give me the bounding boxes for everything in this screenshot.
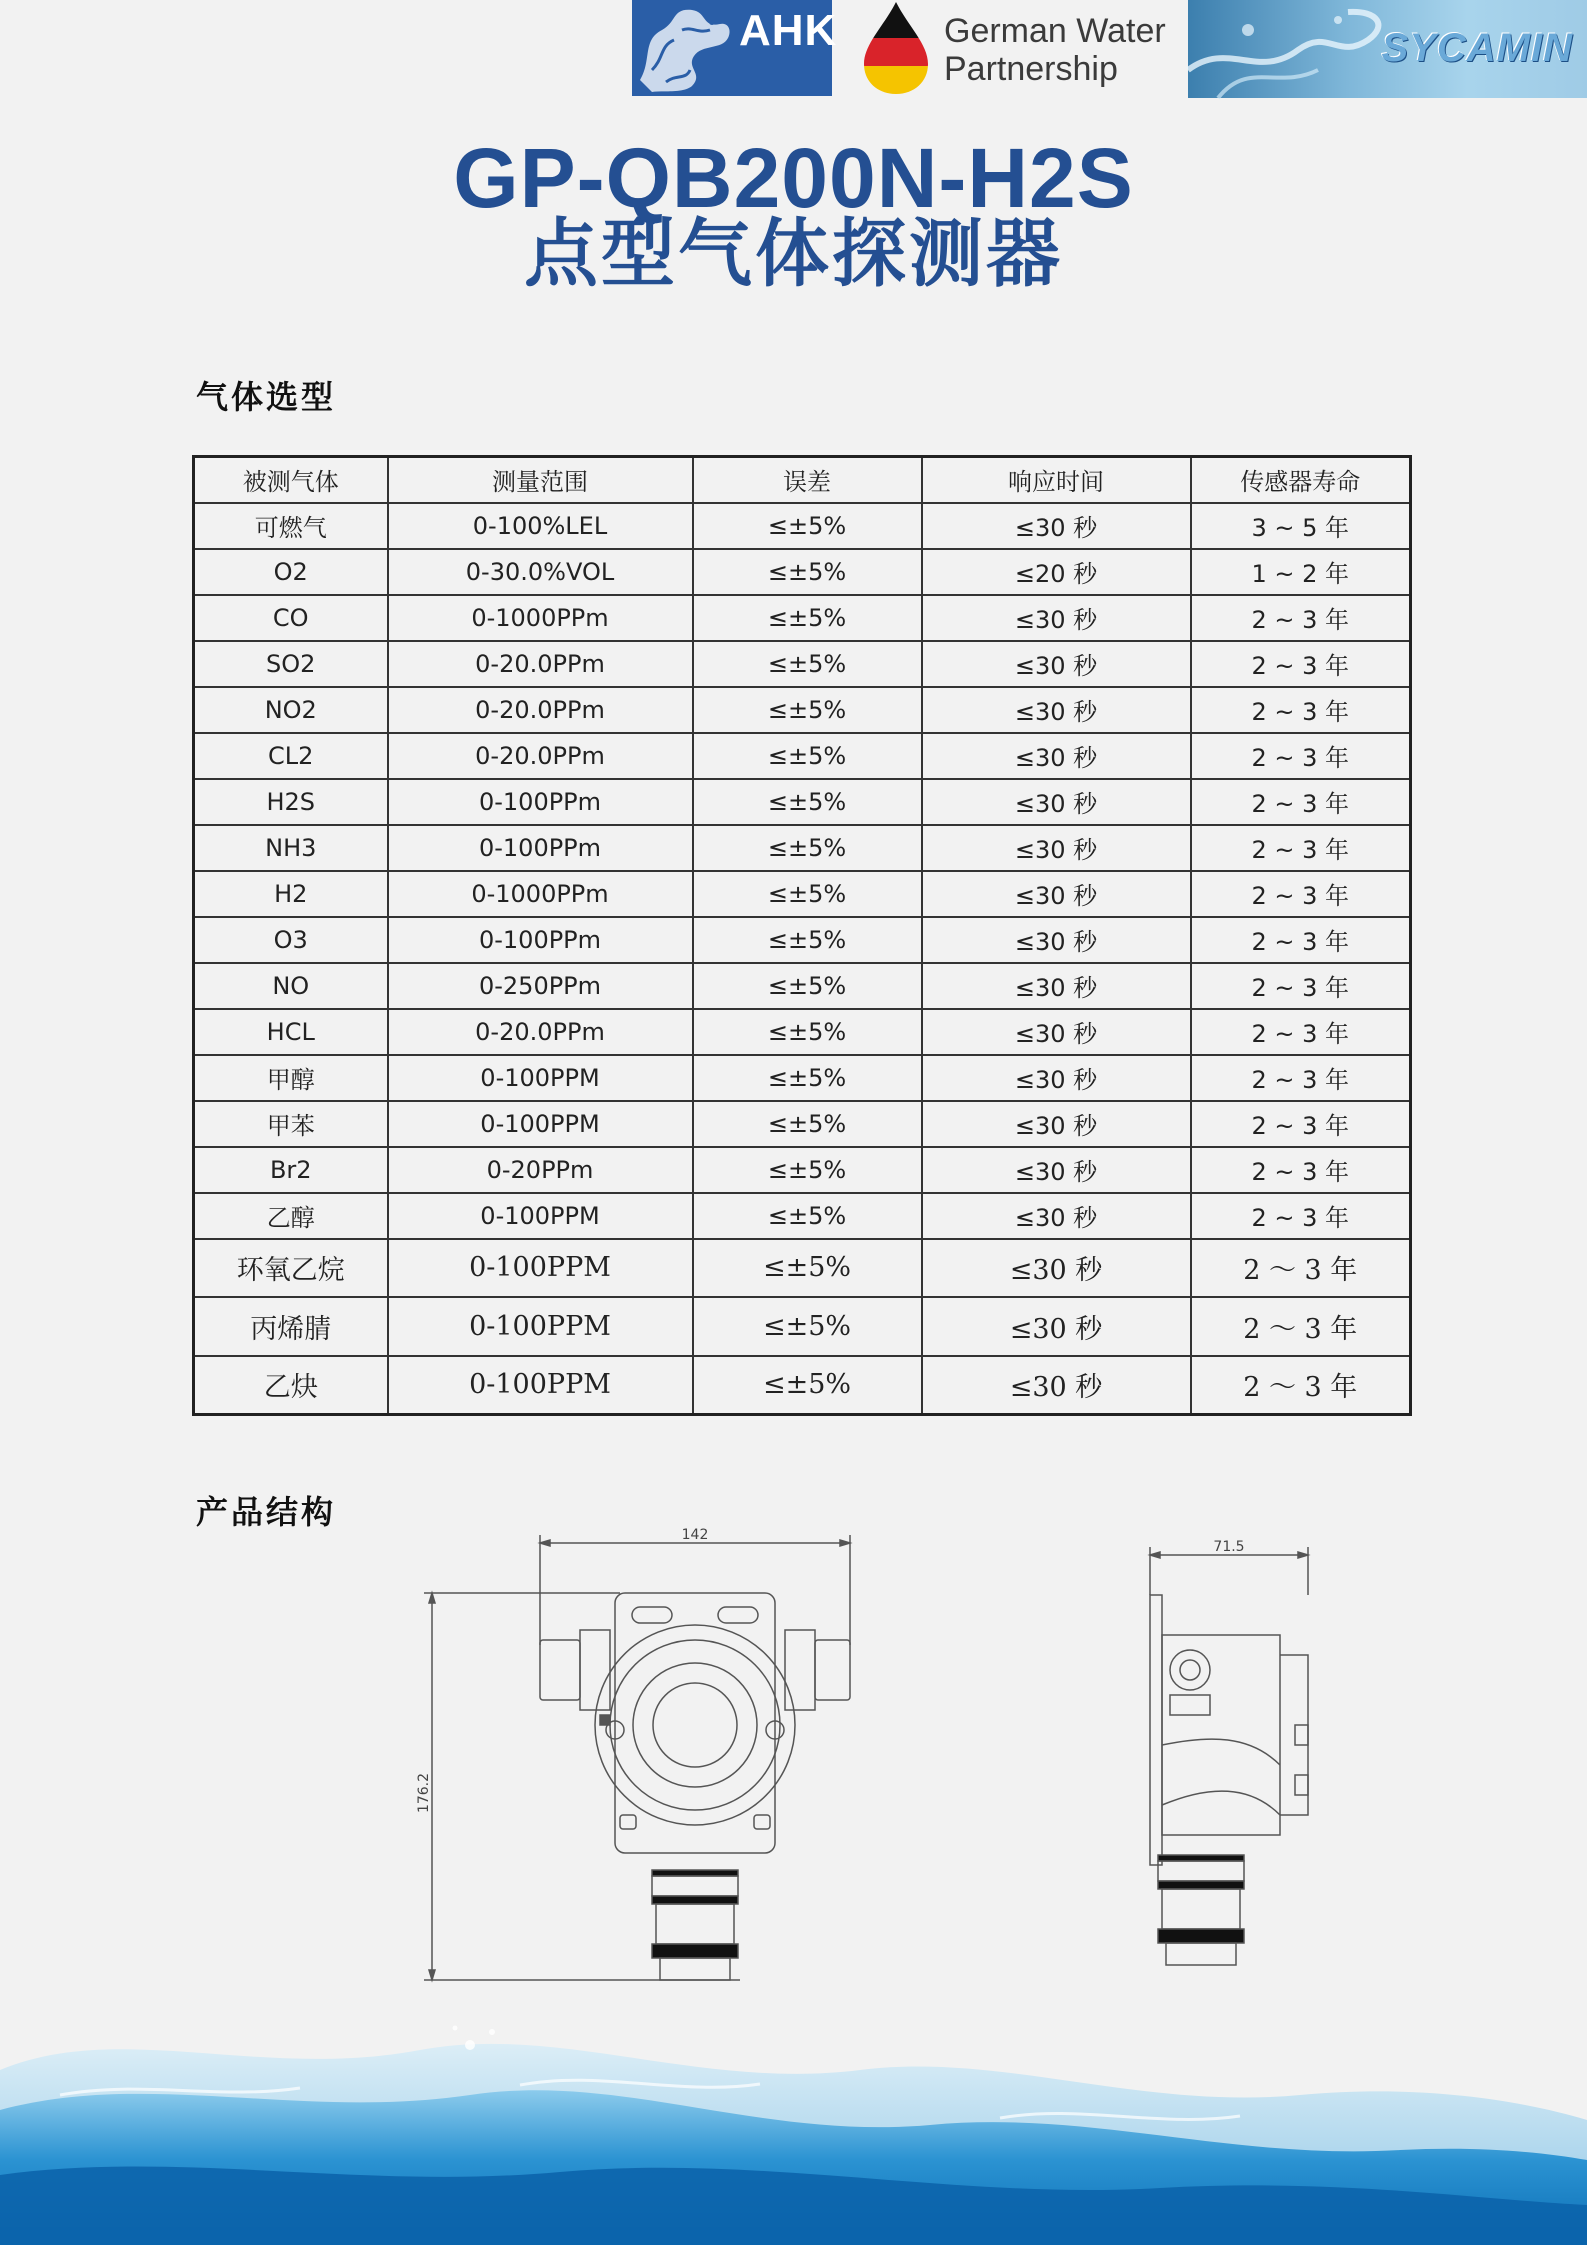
cell-response: ≤30 秒 (922, 917, 1191, 963)
dragon-icon (632, 0, 737, 96)
gwp-logo-text (944, 12, 1166, 88)
cell-lifetime: 2 ~ 3 年 (1191, 733, 1411, 779)
cell-lifetime: 3 ~ 5 年 (1191, 503, 1411, 549)
table-row (194, 549, 1411, 595)
table-row (194, 917, 1411, 963)
cell-error: ≤±5% (693, 687, 922, 733)
cell-range: 0-20.0PPm (388, 641, 693, 687)
cell-response: ≤30 秒 (922, 733, 1191, 779)
cell-response: ≤30 秒 (922, 779, 1191, 825)
table-row (194, 641, 1411, 687)
table-row (194, 871, 1411, 917)
cell-lifetime: 2 ~ 3 年 (1191, 1193, 1411, 1239)
cell-error: ≤±5% (693, 917, 922, 963)
cell-response: ≤30 秒 (922, 1101, 1191, 1147)
table-row (194, 1055, 1411, 1101)
cell-lifetime: 2 ~ 3 年 (1191, 779, 1411, 825)
cell-range: 0-100PPm (388, 779, 693, 825)
cell-range: 0-1000PPm (388, 595, 693, 641)
cell-error: ≤±5% (693, 503, 922, 549)
section-title-structure: 产品结构 (196, 1493, 337, 1531)
cell-range: 0-100PPM (388, 1101, 693, 1147)
table-row (194, 963, 1411, 1009)
cell-error: ≤±5% (693, 871, 922, 917)
cell-gas: 环氧乙烷 (194, 1239, 388, 1298)
cell-response: ≤30 秒 (922, 1147, 1191, 1193)
cell-gas: O2 (194, 549, 388, 595)
side-view-drawing (1130, 1535, 1330, 1985)
cell-error: ≤±5% (693, 779, 922, 825)
cell-range: 0-100%LEL (388, 503, 693, 549)
cell-range: 0-100PPm (388, 825, 693, 871)
cell-error: ≤±5% (693, 549, 922, 595)
cell-range: 0-20.0PPm (388, 1009, 693, 1055)
cell-error: ≤±5% (693, 1009, 922, 1055)
cell-gas: CL2 (194, 733, 388, 779)
cell-lifetime: 2 ～ 3 年 (1191, 1356, 1411, 1415)
cell-lifetime: 2 ~ 3 年 (1191, 687, 1411, 733)
cell-error: ≤±5% (693, 1101, 922, 1147)
sycamin-logo (1188, 0, 1587, 98)
cell-error: ≤±5% (693, 641, 922, 687)
cell-error: ≤±5% (693, 825, 922, 871)
cell-error: ≤±5% (693, 1239, 922, 1298)
cell-range: 0-100PPM (388, 1193, 693, 1239)
header-gas: 被测气体 (194, 457, 388, 503)
header-range: 测量范围 (388, 457, 693, 503)
table-row (194, 1193, 1411, 1239)
gwp-logo (856, 0, 1166, 96)
cell-gas: 可燃气 (194, 503, 388, 549)
cell-response: ≤30 秒 (922, 825, 1191, 871)
product-name-title: 点型气体探测器 (524, 211, 1063, 297)
table-row (194, 1101, 1411, 1147)
cell-lifetime: 2 ～ 3 年 (1191, 1297, 1411, 1356)
cell-range: 0-20.0PPm (388, 687, 693, 733)
cell-response: ≤30 秒 (922, 1356, 1191, 1415)
cell-response: ≤30 秒 (922, 503, 1191, 549)
cell-response: ≤20 秒 (922, 549, 1191, 595)
cell-response: ≤30 秒 (922, 871, 1191, 917)
german-flag-drop-icon (856, 0, 936, 96)
table-header-row (194, 457, 1411, 503)
cell-lifetime: 2 ~ 3 年 (1191, 1101, 1411, 1147)
cell-lifetime: 2 ~ 3 年 (1191, 1055, 1411, 1101)
cell-response: ≤30 秒 (922, 1239, 1191, 1298)
header-lifetime: 传感器寿命 (1191, 457, 1411, 503)
side-width-label: 71.5 (1213, 1539, 1245, 1555)
cell-gas: HCL (194, 1009, 388, 1055)
cell-gas: O3 (194, 917, 388, 963)
cell-range: 0-100PPM (388, 1239, 693, 1298)
section-title-gas-selection: 气体选型 (196, 378, 337, 416)
cell-error: ≤±5% (693, 1055, 922, 1101)
cell-error: ≤±5% (693, 1297, 922, 1356)
table-row (194, 1239, 1411, 1298)
cell-response: ≤30 秒 (922, 1055, 1191, 1101)
cell-lifetime: 2 ～ 3 年 (1191, 1239, 1411, 1298)
cell-response: ≤30 秒 (922, 963, 1191, 1009)
ahk-logo (632, 0, 838, 96)
table-row (194, 1147, 1411, 1193)
cell-lifetime: 2 ~ 3 年 (1191, 641, 1411, 687)
cell-gas: Br2 (194, 1147, 388, 1193)
cell-lifetime: 2 ~ 3 年 (1191, 1009, 1411, 1055)
front-view-drawing (416, 1525, 900, 2000)
cell-error: ≤±5% (693, 733, 922, 779)
cell-range: 0-100PPm (388, 917, 693, 963)
cell-lifetime: 1 ~ 2 年 (1191, 549, 1411, 595)
table-row (194, 503, 1411, 549)
cell-range: 0-30.0%VOL (388, 549, 693, 595)
table-row (194, 1009, 1411, 1055)
cell-range: 0-1000PPm (388, 871, 693, 917)
cell-error: ≤±5% (693, 963, 922, 1009)
cell-error: ≤±5% (693, 1147, 922, 1193)
cell-error: ≤±5% (693, 595, 922, 641)
cell-response: ≤30 秒 (922, 1193, 1191, 1239)
cell-gas: SO2 (194, 641, 388, 687)
cell-error: ≤±5% (693, 1193, 922, 1239)
header-error: 误差 (693, 457, 922, 503)
cell-gas: CO (194, 595, 388, 641)
product-model-title: GP-QB200N-H2S (453, 131, 1134, 225)
cell-lifetime: 2 ~ 3 年 (1191, 595, 1411, 641)
table-row (194, 825, 1411, 871)
cell-gas: NO2 (194, 687, 388, 733)
water-waves-decoration (0, 2000, 1587, 2245)
cell-response: ≤30 秒 (922, 1009, 1191, 1055)
cell-gas: 甲醇 (194, 1055, 388, 1101)
ahk-logo-text: AHK (739, 6, 838, 55)
table-row (194, 595, 1411, 641)
cell-gas: 乙醇 (194, 1193, 388, 1239)
table-row (194, 779, 1411, 825)
table-row (194, 733, 1411, 779)
cell-range: 0-20.0PPm (388, 733, 693, 779)
cell-range: 0-20PPm (388, 1147, 693, 1193)
cell-range: 0-100PPM (388, 1055, 693, 1101)
gas-spec-table (192, 455, 1412, 1416)
sycamin-logo-text: SYCAMIN (1381, 26, 1573, 70)
cell-gas: 甲苯 (194, 1101, 388, 1147)
cell-lifetime: 2 ~ 3 年 (1191, 1147, 1411, 1193)
cell-response: ≤30 秒 (922, 641, 1191, 687)
cell-lifetime: 2 ~ 3 年 (1191, 825, 1411, 871)
table-row (194, 1297, 1411, 1356)
cell-lifetime: 2 ~ 3 年 (1191, 871, 1411, 917)
cell-range: 0-100PPM (388, 1297, 693, 1356)
cell-gas: H2S (194, 779, 388, 825)
table-row (194, 687, 1411, 733)
cell-error: ≤±5% (693, 1356, 922, 1415)
table-row (194, 1356, 1411, 1415)
header-response: 响应时间 (922, 457, 1191, 503)
cell-response: ≤30 秒 (922, 687, 1191, 733)
front-width-label: 142 (681, 1527, 709, 1543)
front-height-label: 176.2 (416, 1772, 432, 1814)
cell-range: 0-100PPM (388, 1356, 693, 1415)
cell-response: ≤30 秒 (922, 1297, 1191, 1356)
cell-gas: 乙炔 (194, 1356, 388, 1415)
cell-gas: NO (194, 963, 388, 1009)
cell-gas: 丙烯腈 (194, 1297, 388, 1356)
cell-response: ≤30 秒 (922, 595, 1191, 641)
cell-lifetime: 2 ~ 3 年 (1191, 963, 1411, 1009)
gwp-line2: Partnership (944, 50, 1118, 88)
cell-lifetime: 2 ~ 3 年 (1191, 917, 1411, 963)
cell-range: 0-250PPm (388, 963, 693, 1009)
cell-gas: H2 (194, 871, 388, 917)
gwp-line1: German Water (944, 12, 1166, 50)
cell-gas: NH3 (194, 825, 388, 871)
